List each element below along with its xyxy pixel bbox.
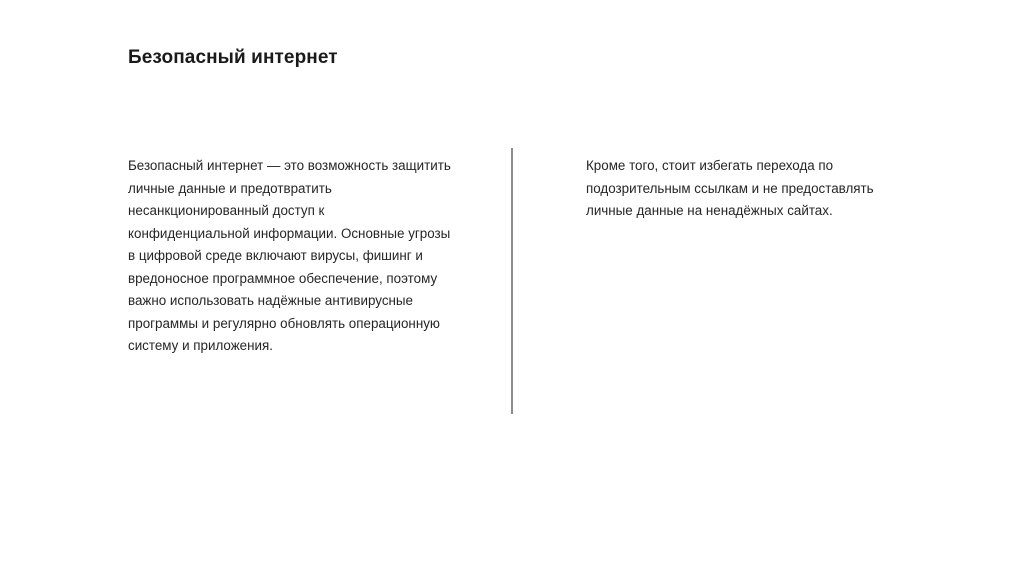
- text-line: в цифровой среде включают вирусы, фишинг и: [128, 248, 423, 263]
- text-line: личные данные на ненадёжных сайтах.: [586, 203, 833, 218]
- slide-title: Безопасный интернет: [128, 47, 338, 68]
- right-text-column: [586, 155, 886, 223]
- text-line: личные данные и предотвратить: [128, 180, 332, 196]
- column-divider: [511, 148, 513, 414]
- text-line: важно использовать надёжные антивирусные: [128, 293, 413, 308]
- text-line: Кроме того, стоит избегать перехода по: [586, 158, 834, 173]
- text-line: систему и приложения.: [128, 338, 273, 353]
- left-paragraph: [128, 155, 473, 358]
- text-line: несанкционированный доступ к: [128, 203, 325, 218]
- text-line: вредоносное программное обеспечение, поэтому: [128, 270, 438, 286]
- text-line: Безопасный интернет — это возможность защитить: [128, 158, 451, 173]
- left-text-column: [128, 155, 473, 358]
- right-paragraph: [586, 155, 886, 223]
- text-line: конфиденциальной информации. Основные угрозы: [128, 225, 451, 241]
- text-line: программы и регулярно обновлять операционную: [128, 315, 440, 331]
- text-line: подозрительным ссылкам и не предоставлять: [586, 180, 874, 196]
